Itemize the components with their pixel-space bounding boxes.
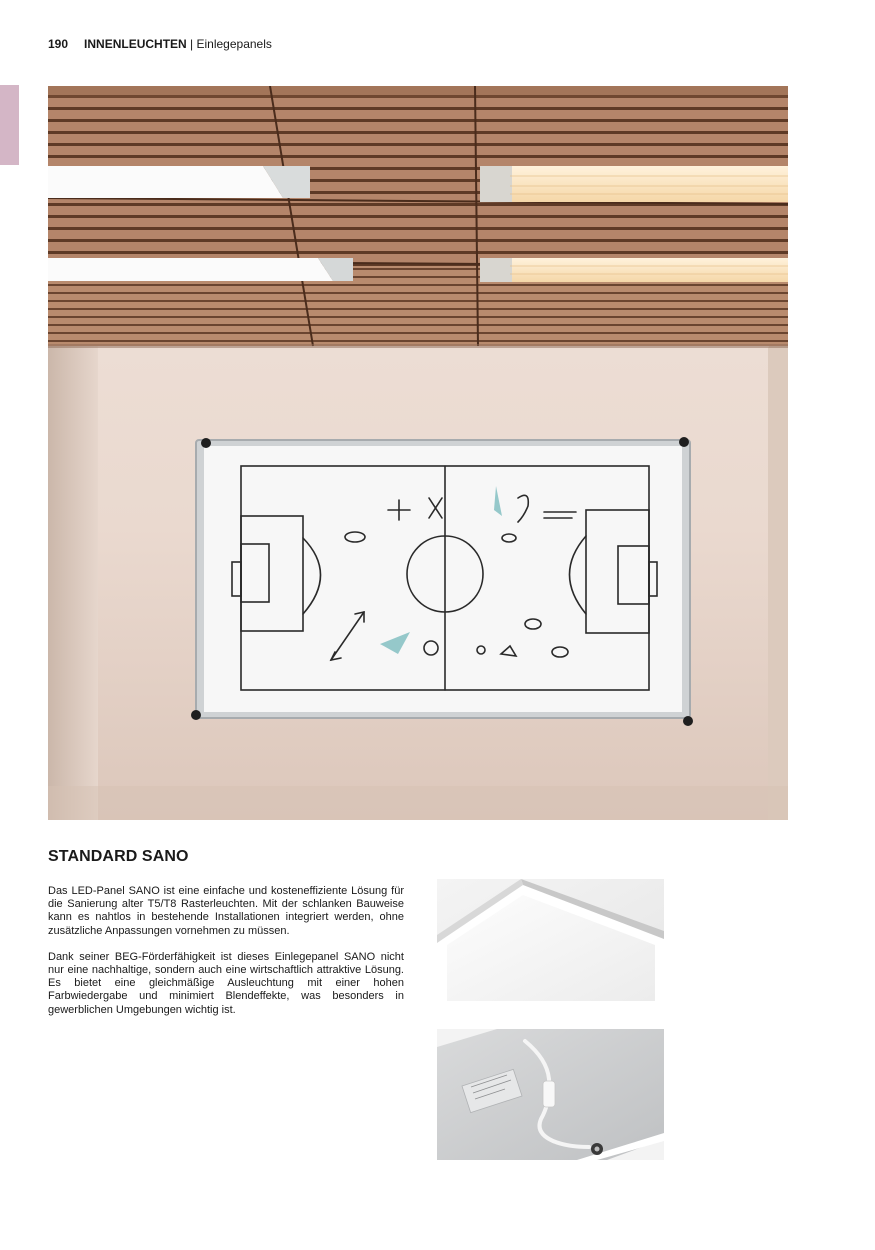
description-paragraph-1: Das LED-Panel SANO ist eine einfache und kosteneffiziente Lösung für die Sanierung alter T5/T8 Rasterleuchten. Mit der schlanken Bauweise kann es nahtlos in bestehende Installationen integriert werden, ohne zusätzliche Anpassungen vornehmen zu müssen. bbox=[48, 885, 404, 937]
hero-photo-whiteboard-room bbox=[48, 86, 788, 820]
product-description bbox=[48, 885, 404, 1030]
section-title: INNENLEUCHTEN bbox=[84, 37, 187, 51]
product-photo-panel-front bbox=[437, 879, 664, 1001]
subsection-title: Einlegepanels bbox=[196, 37, 272, 51]
chapter-tab-marker bbox=[0, 85, 19, 165]
product-title: STANDARD SANO bbox=[48, 848, 189, 865]
product-photo-panel-back bbox=[437, 1029, 664, 1160]
page-header bbox=[48, 37, 272, 51]
description-paragraph-2: Dank seiner BEG-Förderfähigkeit ist dieses Einlegepanel SANO nicht nur eine nachhaltige, sondern auch eine wirtschaftlich attraktive Lösung. Es bietet eine gleichmäßige Ausleuchtung mit einer hohen Farbwiedergabe und minimiert Blendeffekte, was besonders in gewerblichen Umgebungen wichtig ist. bbox=[48, 950, 404, 1016]
header-separator: | bbox=[186, 37, 197, 51]
page-number: 190 bbox=[48, 37, 69, 51]
